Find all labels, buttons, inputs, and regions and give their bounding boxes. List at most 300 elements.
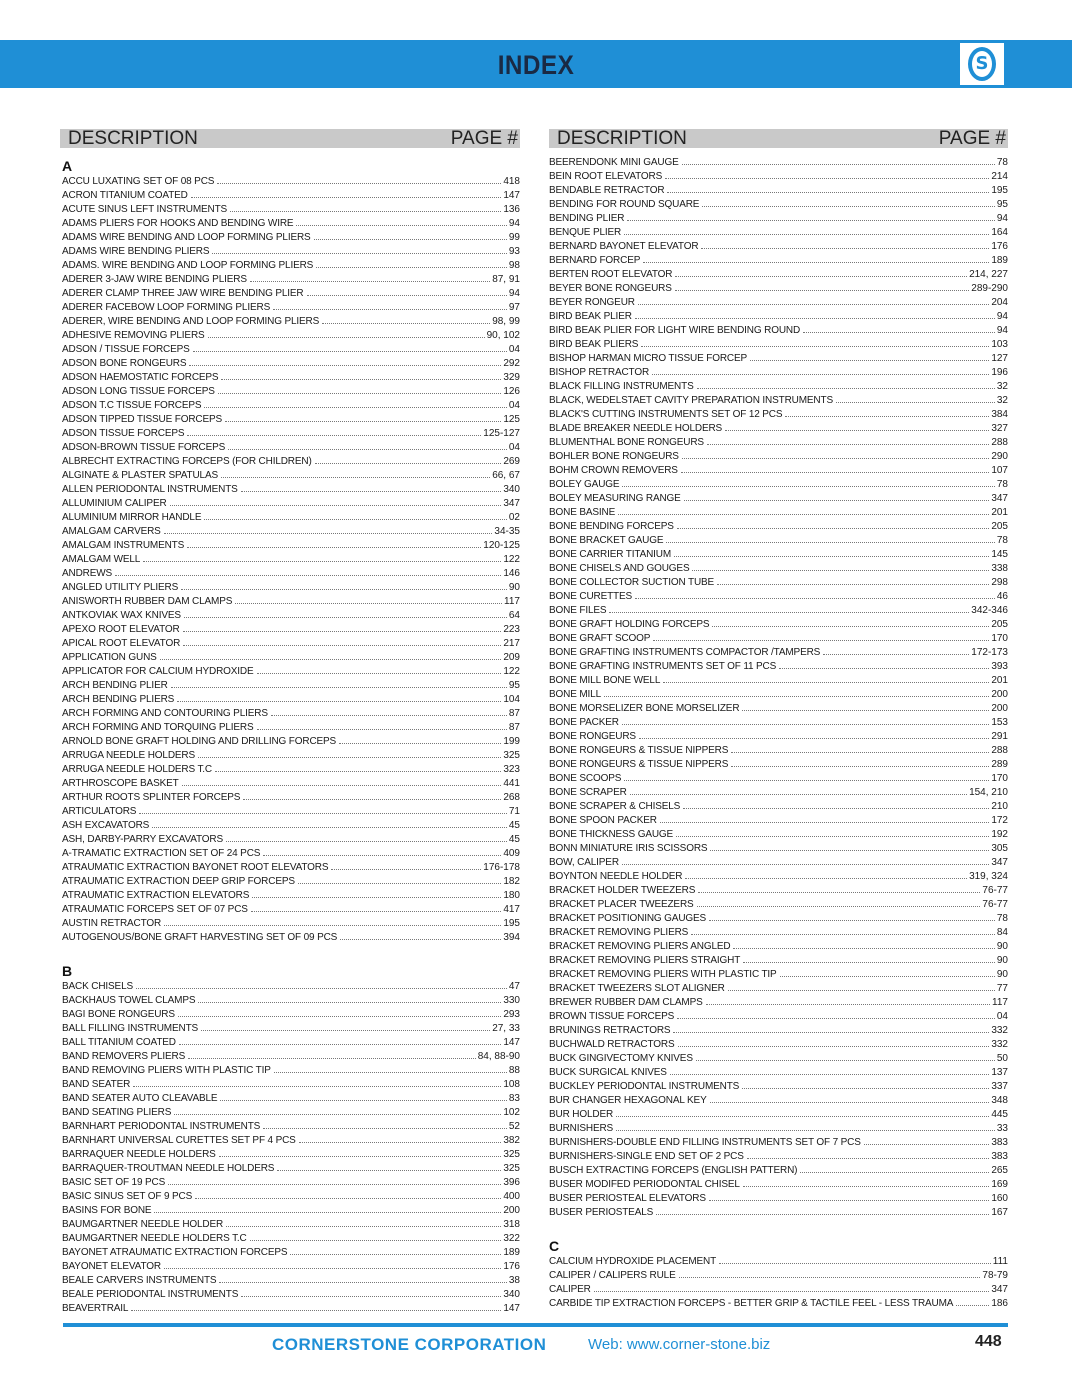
entry-page: 176-178 bbox=[483, 862, 520, 873]
index-entry bbox=[549, 744, 1008, 758]
entry-page: 76-77 bbox=[982, 899, 1008, 910]
dot-leader bbox=[678, 1046, 990, 1047]
index-entry bbox=[549, 254, 1008, 268]
index-entry bbox=[62, 861, 520, 875]
index-entry bbox=[62, 567, 520, 581]
dot-leader bbox=[189, 365, 501, 366]
index-entry bbox=[62, 875, 520, 889]
entry-description: BONE GRAFT HOLDING FORCEPS bbox=[549, 619, 710, 630]
dot-leader bbox=[692, 570, 989, 571]
entry-description: ATRAUMATIC FORCEPS SET OF 07 PCS bbox=[62, 904, 248, 915]
entry-description: ARRUGA NEEDLE HOLDERS T.C bbox=[62, 764, 212, 775]
entry-description: ANGLED UTILITY PLIERS bbox=[62, 582, 179, 593]
index-entry bbox=[549, 464, 1008, 478]
entry-description: BRACKET REMOVING PLIERS WITH PLASTIC TIP bbox=[549, 969, 777, 980]
entry-description: ALGINATE & PLASTER SPATULAS bbox=[62, 470, 218, 481]
dot-leader bbox=[252, 897, 501, 898]
index-entry bbox=[62, 343, 520, 357]
entry-page: 125-127 bbox=[483, 428, 520, 439]
index-entry bbox=[62, 980, 520, 994]
index-entry bbox=[62, 469, 520, 483]
dot-leader bbox=[250, 281, 490, 282]
dot-leader bbox=[322, 323, 490, 324]
dot-leader bbox=[221, 477, 490, 478]
dot-leader bbox=[836, 402, 995, 403]
entry-description: ATRAUMATIC EXTRACTION ELEVATORS bbox=[62, 890, 250, 901]
entry-page: 146 bbox=[503, 568, 520, 579]
index-entry bbox=[549, 940, 1008, 954]
dot-leader bbox=[742, 1088, 989, 1089]
dot-leader bbox=[728, 990, 995, 991]
entry-description: BUCK SURGICAL KNIVES bbox=[549, 1067, 667, 1078]
dot-leader bbox=[674, 556, 989, 557]
index-entry bbox=[549, 688, 1008, 702]
dot-leader bbox=[133, 1086, 501, 1087]
entry-page: 329 bbox=[503, 372, 520, 383]
dot-leader bbox=[750, 360, 989, 361]
entry-description: ADERER, WIRE BENDING AND LOOP FORMING PLIERS bbox=[62, 316, 320, 327]
entry-page: 107 bbox=[991, 465, 1008, 476]
dot-leader bbox=[143, 561, 501, 562]
index-entry bbox=[549, 1066, 1008, 1080]
entry-page: 52 bbox=[508, 1121, 520, 1132]
entry-page: 127 bbox=[991, 353, 1008, 364]
dot-leader bbox=[183, 645, 501, 646]
entry-description: BARNHART UNIVERSAL CURETTES SET PF 4 PCS bbox=[62, 1135, 296, 1146]
index-entry bbox=[549, 1122, 1008, 1136]
entry-page: 176 bbox=[503, 1261, 520, 1272]
index-entry bbox=[62, 455, 520, 469]
dot-leader bbox=[170, 505, 502, 506]
entry-description: BAND REMOVING PLIERS WITH PLASTIC TIP bbox=[62, 1065, 271, 1076]
entry-page: 200 bbox=[503, 1205, 520, 1216]
dot-leader bbox=[164, 533, 493, 534]
dot-leader bbox=[709, 1200, 989, 1201]
entry-page: 102 bbox=[503, 1107, 520, 1118]
entry-description: ADHESIVE REMOVING PLIERS bbox=[62, 330, 205, 341]
dot-leader bbox=[682, 458, 990, 459]
entry-page: 289 bbox=[991, 759, 1008, 770]
entry-page: 214 bbox=[991, 171, 1008, 182]
entry-page: 195 bbox=[503, 918, 520, 929]
entry-description: BAUMGARTNER NEEDLE HOLDER bbox=[62, 1219, 224, 1230]
dot-leader bbox=[707, 444, 989, 445]
entry-page: 90 bbox=[508, 582, 520, 593]
entry-page: 120-125 bbox=[483, 540, 520, 551]
entry-description: BERNARD FORCEP bbox=[549, 255, 641, 266]
index-entry bbox=[549, 282, 1008, 296]
entry-description: ALBRECHT EXTRACTING FORCEPS (FOR CHILDREN) bbox=[62, 456, 312, 467]
dot-leader bbox=[666, 542, 995, 543]
dot-leader bbox=[800, 1172, 989, 1173]
index-entry bbox=[549, 170, 1008, 184]
dot-leader bbox=[725, 430, 989, 431]
dot-leader bbox=[624, 780, 989, 781]
index-entry bbox=[549, 1108, 1008, 1122]
entry-description: BAUMGARTNER NEEDLE HOLDERS T.C bbox=[62, 1233, 247, 1244]
dot-leader bbox=[273, 309, 507, 310]
entry-description: A-TRAMATIC EXTRACTION SET OF 24 PCS bbox=[62, 848, 261, 859]
entry-page: 78 bbox=[996, 913, 1008, 924]
entry-page: 169 bbox=[991, 1179, 1008, 1190]
index-entry bbox=[62, 609, 520, 623]
index-entry bbox=[62, 1120, 520, 1134]
entry-description: BONN MINIATURE IRIS SCISSORS bbox=[549, 843, 708, 854]
entry-page: 153 bbox=[991, 717, 1008, 728]
entry-page: 347 bbox=[991, 1284, 1008, 1295]
index-entry bbox=[549, 1178, 1008, 1192]
dot-leader bbox=[731, 766, 989, 767]
entry-page: 396 bbox=[503, 1177, 520, 1188]
dot-leader bbox=[779, 668, 989, 669]
entry-page: 383 bbox=[991, 1137, 1008, 1148]
dot-leader bbox=[624, 234, 989, 235]
entry-page: 167 bbox=[991, 1207, 1008, 1218]
dot-leader bbox=[594, 1291, 990, 1292]
entry-page: 78-79 bbox=[982, 1270, 1008, 1281]
entry-page: 319, 324 bbox=[969, 871, 1008, 882]
entry-description: BRACKET REMOVING PLIERS ANGLED bbox=[549, 941, 731, 952]
dot-leader bbox=[219, 1282, 506, 1283]
entry-page: 441 bbox=[503, 778, 520, 789]
index-entry bbox=[549, 478, 1008, 492]
dot-leader bbox=[225, 421, 501, 422]
dot-leader bbox=[691, 934, 995, 935]
dot-leader bbox=[660, 822, 989, 823]
entry-page: 117 bbox=[504, 596, 520, 607]
entry-description: BOLEY GAUGE bbox=[549, 479, 620, 490]
dot-leader bbox=[710, 1102, 990, 1103]
entry-description: BONE THICKNESS GAUGE bbox=[549, 829, 674, 840]
index-entry bbox=[549, 520, 1008, 534]
entry-page: 209 bbox=[503, 652, 520, 663]
entry-description: BUCHWALD RETRACTORS bbox=[549, 1039, 675, 1050]
index-entry bbox=[549, 898, 1008, 912]
dot-leader bbox=[298, 883, 501, 884]
entry-page: 136 bbox=[503, 204, 520, 215]
index-entry bbox=[62, 651, 520, 665]
entry-description: BENDING PLIER bbox=[549, 213, 625, 224]
dot-leader bbox=[139, 813, 507, 814]
index-entry bbox=[549, 716, 1008, 730]
entry-page: 340 bbox=[503, 1289, 520, 1300]
entry-page: 210 bbox=[991, 801, 1008, 812]
entry-description: ADSON-BROWN TISSUE FORCEPS bbox=[62, 442, 226, 453]
dot-leader bbox=[733, 948, 994, 949]
index-entry bbox=[62, 595, 520, 609]
index-entry bbox=[549, 338, 1008, 352]
index-entry bbox=[549, 366, 1008, 380]
entry-description: BALL TITANIUM COATED bbox=[62, 1037, 176, 1048]
index-entry bbox=[549, 1164, 1008, 1178]
entry-page: 47 bbox=[508, 981, 520, 992]
entry-page: 182 bbox=[503, 876, 520, 887]
dot-leader bbox=[743, 962, 995, 963]
entry-description: BACKHAUS TOWEL CLAMPS bbox=[62, 995, 196, 1006]
entry-description: BONE BASINE bbox=[549, 507, 616, 518]
entry-description: ALUMINIUM MIRROR HANDLE bbox=[62, 512, 202, 523]
entry-description: BONE CHISELS AND GOUGES bbox=[549, 563, 690, 574]
entry-description: APEXO ROOT ELEVATOR bbox=[62, 624, 180, 635]
index-entry bbox=[62, 749, 520, 763]
dot-leader bbox=[635, 318, 995, 319]
index-entry bbox=[62, 175, 520, 189]
entry-description: ARCH FORMING AND TORQUING PLIERS bbox=[62, 722, 254, 733]
dot-leader bbox=[316, 267, 507, 268]
index-entry bbox=[549, 828, 1008, 842]
index-entry bbox=[549, 730, 1008, 744]
entry-page: 289-290 bbox=[971, 283, 1008, 294]
dot-leader bbox=[314, 239, 507, 240]
index-entry bbox=[62, 385, 520, 399]
index-entry bbox=[62, 287, 520, 301]
index-entry bbox=[549, 268, 1008, 282]
entry-description: BRACKET HOLDER TWEEZERS bbox=[549, 885, 696, 896]
index-entry bbox=[62, 1204, 520, 1218]
dot-leader bbox=[709, 920, 995, 921]
entry-description: ADAMS. WIRE BENDING AND LOOP FORMING PLIERS bbox=[62, 260, 314, 271]
entry-description: BAND SEATER bbox=[62, 1079, 131, 1090]
entry-page: 122 bbox=[503, 666, 520, 677]
dot-leader bbox=[742, 710, 989, 711]
entry-description: ACCU LUXATING SET OF 08 PCS bbox=[62, 176, 215, 187]
dot-leader bbox=[277, 1170, 501, 1171]
dot-leader bbox=[676, 836, 989, 837]
index-entry bbox=[62, 217, 520, 231]
dot-leader bbox=[712, 626, 989, 627]
entry-page: 292 bbox=[503, 358, 520, 369]
dot-leader bbox=[243, 799, 501, 800]
entry-page: 71 bbox=[508, 806, 520, 817]
index-entry bbox=[62, 931, 520, 945]
index-entry bbox=[62, 1260, 520, 1274]
entry-page: 45 bbox=[508, 820, 520, 831]
index-entry bbox=[549, 352, 1008, 366]
entry-page: 93 bbox=[508, 246, 520, 257]
dot-leader bbox=[177, 701, 501, 702]
dot-leader bbox=[307, 295, 507, 296]
dot-leader bbox=[251, 911, 502, 912]
entry-description: ADSON HAEMOSTATIC FORCEPS bbox=[62, 372, 219, 383]
entry-description: CALIPER bbox=[549, 1284, 591, 1295]
entry-page: 99 bbox=[508, 232, 520, 243]
index-entry bbox=[549, 1038, 1008, 1052]
entry-description: BRUNINGS RETRACTORS bbox=[549, 1025, 671, 1036]
entry-description: BOYNTON NEEDLE HOLDER bbox=[549, 871, 683, 882]
entry-description: BONE SCRAPER bbox=[549, 787, 627, 798]
dot-leader bbox=[679, 1277, 981, 1278]
dot-leader bbox=[780, 976, 995, 977]
entry-page: 84, 88-90 bbox=[477, 1051, 520, 1062]
entry-page: 337 bbox=[991, 1081, 1008, 1092]
entry-description: ADSON TISSUE FORCEPS bbox=[62, 428, 185, 439]
entry-page: 409 bbox=[503, 848, 520, 859]
index-entry bbox=[549, 870, 1008, 884]
index-entry bbox=[62, 707, 520, 721]
dot-leader bbox=[168, 1184, 501, 1185]
entry-description: BAYONET ELEVATOR bbox=[62, 1261, 161, 1272]
dot-leader bbox=[340, 939, 501, 940]
entry-page: 348 bbox=[991, 1095, 1008, 1106]
index-entry bbox=[62, 301, 520, 315]
entry-description: ARNOLD BONE GRAFT HOLDING AND DRILLING FORCEPS bbox=[62, 736, 337, 747]
index-entry bbox=[62, 1232, 520, 1246]
entry-page: 214, 227 bbox=[969, 269, 1008, 280]
entry-description: BONE SCOOPS bbox=[549, 773, 622, 784]
dot-leader bbox=[641, 346, 989, 347]
entry-description: BLACK'S CUTTING INSTRUMENTS SET OF 12 PCS bbox=[549, 409, 783, 420]
entry-page: 154, 210 bbox=[969, 787, 1008, 798]
dot-leader bbox=[638, 304, 989, 305]
entry-page: 147 bbox=[503, 190, 520, 201]
index-entry bbox=[62, 1092, 520, 1106]
entry-description: BUCKLEY PERIODONTAL INSTRUMENTS bbox=[549, 1081, 740, 1092]
entry-description: BREWER RUBBER DAM CLAMPS bbox=[549, 997, 703, 1008]
dot-leader bbox=[193, 351, 507, 352]
index-entry bbox=[549, 646, 1008, 660]
dot-leader bbox=[823, 654, 969, 655]
entry-description: ANTKOVIAK WAX KNIVES bbox=[62, 610, 181, 621]
entry-page: 126 bbox=[503, 386, 520, 397]
entry-page: 78 bbox=[996, 479, 1008, 490]
dot-leader bbox=[152, 827, 507, 828]
description-label: DESCRIPTION bbox=[68, 127, 198, 149]
index-entry bbox=[549, 1269, 1008, 1283]
dot-leader bbox=[717, 584, 989, 585]
index-entry bbox=[62, 1106, 520, 1120]
dot-leader bbox=[299, 1142, 502, 1143]
index-entry bbox=[549, 1010, 1008, 1024]
entry-description: ADAMS WIRE BENDING PLIERS bbox=[62, 246, 210, 257]
entry-page: 384 bbox=[991, 409, 1008, 420]
entry-description: BLACK FILLING INSTRUMENTS bbox=[549, 381, 694, 392]
entry-description: ADAMS PLIERS FOR HOOKS AND BENDING WIRE bbox=[62, 218, 294, 229]
entry-description: BONE SPOON PACKER bbox=[549, 815, 657, 826]
index-entry bbox=[549, 492, 1008, 506]
entry-description: BONE GRAFTING INSTRUMENTS SET OF 11 PCS bbox=[549, 661, 777, 672]
entry-page: 122 bbox=[503, 554, 520, 565]
entry-page: 400 bbox=[503, 1191, 520, 1202]
entry-description: BROWN TISSUE FORCEPS bbox=[549, 1011, 675, 1022]
entry-page: 288 bbox=[991, 745, 1008, 756]
entry-page: 111 bbox=[992, 1256, 1008, 1267]
dot-leader bbox=[241, 1296, 501, 1297]
index-entry bbox=[62, 203, 520, 217]
dot-leader bbox=[187, 547, 481, 548]
footer-web-link[interactable]: Web: www.corner-stone.biz bbox=[588, 1336, 771, 1353]
entry-page: 325 bbox=[503, 750, 520, 761]
dot-leader bbox=[257, 673, 502, 674]
dot-leader bbox=[696, 1060, 995, 1061]
index-entry bbox=[549, 758, 1008, 772]
entry-description: ADSON / TISSUE FORCEPS bbox=[62, 344, 190, 355]
entry-description: BUSER PERIOSTEALS bbox=[549, 1207, 654, 1218]
entry-description: ANDREWS bbox=[62, 568, 113, 579]
entry-page: 04 bbox=[508, 344, 520, 355]
index-entry bbox=[549, 310, 1008, 324]
index-entry bbox=[62, 1036, 520, 1050]
entry-page: 98 bbox=[508, 260, 520, 271]
index-entry bbox=[62, 371, 520, 385]
entry-description: AMALGAM WELL bbox=[62, 554, 141, 565]
index-entry bbox=[549, 408, 1008, 422]
index-entry bbox=[549, 1080, 1008, 1094]
index-entry bbox=[62, 1134, 520, 1148]
index-entry bbox=[62, 245, 520, 259]
dot-leader bbox=[701, 248, 989, 249]
index-entry bbox=[62, 1274, 520, 1288]
entry-page: 04 bbox=[508, 400, 520, 411]
entry-description: BONE COLLECTOR SUCTION TUBE bbox=[549, 577, 715, 588]
entry-description: BUSCH EXTRACTING FORCEPS (ENGLISH PATTERN) bbox=[549, 1165, 798, 1176]
index-entry bbox=[549, 450, 1008, 464]
index-entry bbox=[549, 296, 1008, 310]
dot-leader bbox=[290, 1254, 501, 1255]
dot-leader bbox=[719, 1263, 991, 1264]
entry-page: 147 bbox=[503, 1037, 520, 1048]
entry-description: BACK CHISELS bbox=[62, 981, 134, 992]
entry-page: 327 bbox=[991, 423, 1008, 434]
entry-page: 445 bbox=[991, 1109, 1008, 1120]
entry-description: ACUTE SINUS LEFT INSTRUMENTS bbox=[62, 204, 228, 215]
entry-description: BONE MILL bbox=[549, 689, 601, 700]
index-entry bbox=[62, 1246, 520, 1260]
entry-description: AMALGAM CARVERS bbox=[62, 526, 161, 537]
dot-leader bbox=[181, 589, 507, 590]
dot-leader bbox=[184, 617, 507, 618]
entry-page: 189 bbox=[991, 255, 1008, 266]
entry-description: CALIPER / CALIPERS RULE bbox=[549, 1270, 676, 1281]
index-entry bbox=[62, 259, 520, 273]
entry-page: 201 bbox=[991, 507, 1008, 518]
entry-description: BLADE BREAKER NEEDLE HOLDERS bbox=[549, 423, 723, 434]
entry-description: ACRON TITANIUM COATED bbox=[62, 190, 188, 201]
index-entry bbox=[549, 660, 1008, 674]
entry-page: 217 bbox=[503, 638, 520, 649]
entry-page: 32 bbox=[996, 395, 1008, 406]
entry-page: 64 bbox=[508, 610, 520, 621]
entry-page: 265 bbox=[991, 1165, 1008, 1176]
dot-leader bbox=[643, 262, 989, 263]
dot-leader bbox=[198, 1002, 501, 1003]
entry-page: 94 bbox=[508, 288, 520, 299]
dot-leader bbox=[618, 514, 989, 515]
index-entry bbox=[62, 441, 520, 455]
entry-page: 94 bbox=[996, 311, 1008, 322]
dot-leader bbox=[956, 1305, 989, 1306]
index-entry bbox=[549, 856, 1008, 870]
entry-page: 04 bbox=[996, 1011, 1008, 1022]
index-entry bbox=[549, 324, 1008, 338]
entry-description: BOHM CROWN REMOVERS bbox=[549, 465, 678, 476]
index-entry bbox=[549, 1255, 1008, 1269]
entry-page: 172 bbox=[991, 815, 1008, 826]
dot-leader bbox=[667, 192, 989, 193]
dot-leader bbox=[115, 575, 501, 576]
entry-page: 160 bbox=[991, 1193, 1008, 1204]
entry-description: BONE BENDING FORCEPS bbox=[549, 521, 674, 532]
index-entry bbox=[549, 184, 1008, 198]
index-entry bbox=[549, 1283, 1008, 1297]
dot-leader bbox=[215, 771, 501, 772]
index-entry bbox=[549, 534, 1008, 548]
entry-page: 90 bbox=[996, 955, 1008, 966]
entry-page: 205 bbox=[991, 521, 1008, 532]
dot-leader bbox=[622, 724, 989, 725]
dot-leader bbox=[226, 841, 507, 842]
entry-description: ANISWORTH RUBBER DAM CLAMPS bbox=[62, 596, 233, 607]
entry-page: 322 bbox=[503, 1233, 520, 1244]
